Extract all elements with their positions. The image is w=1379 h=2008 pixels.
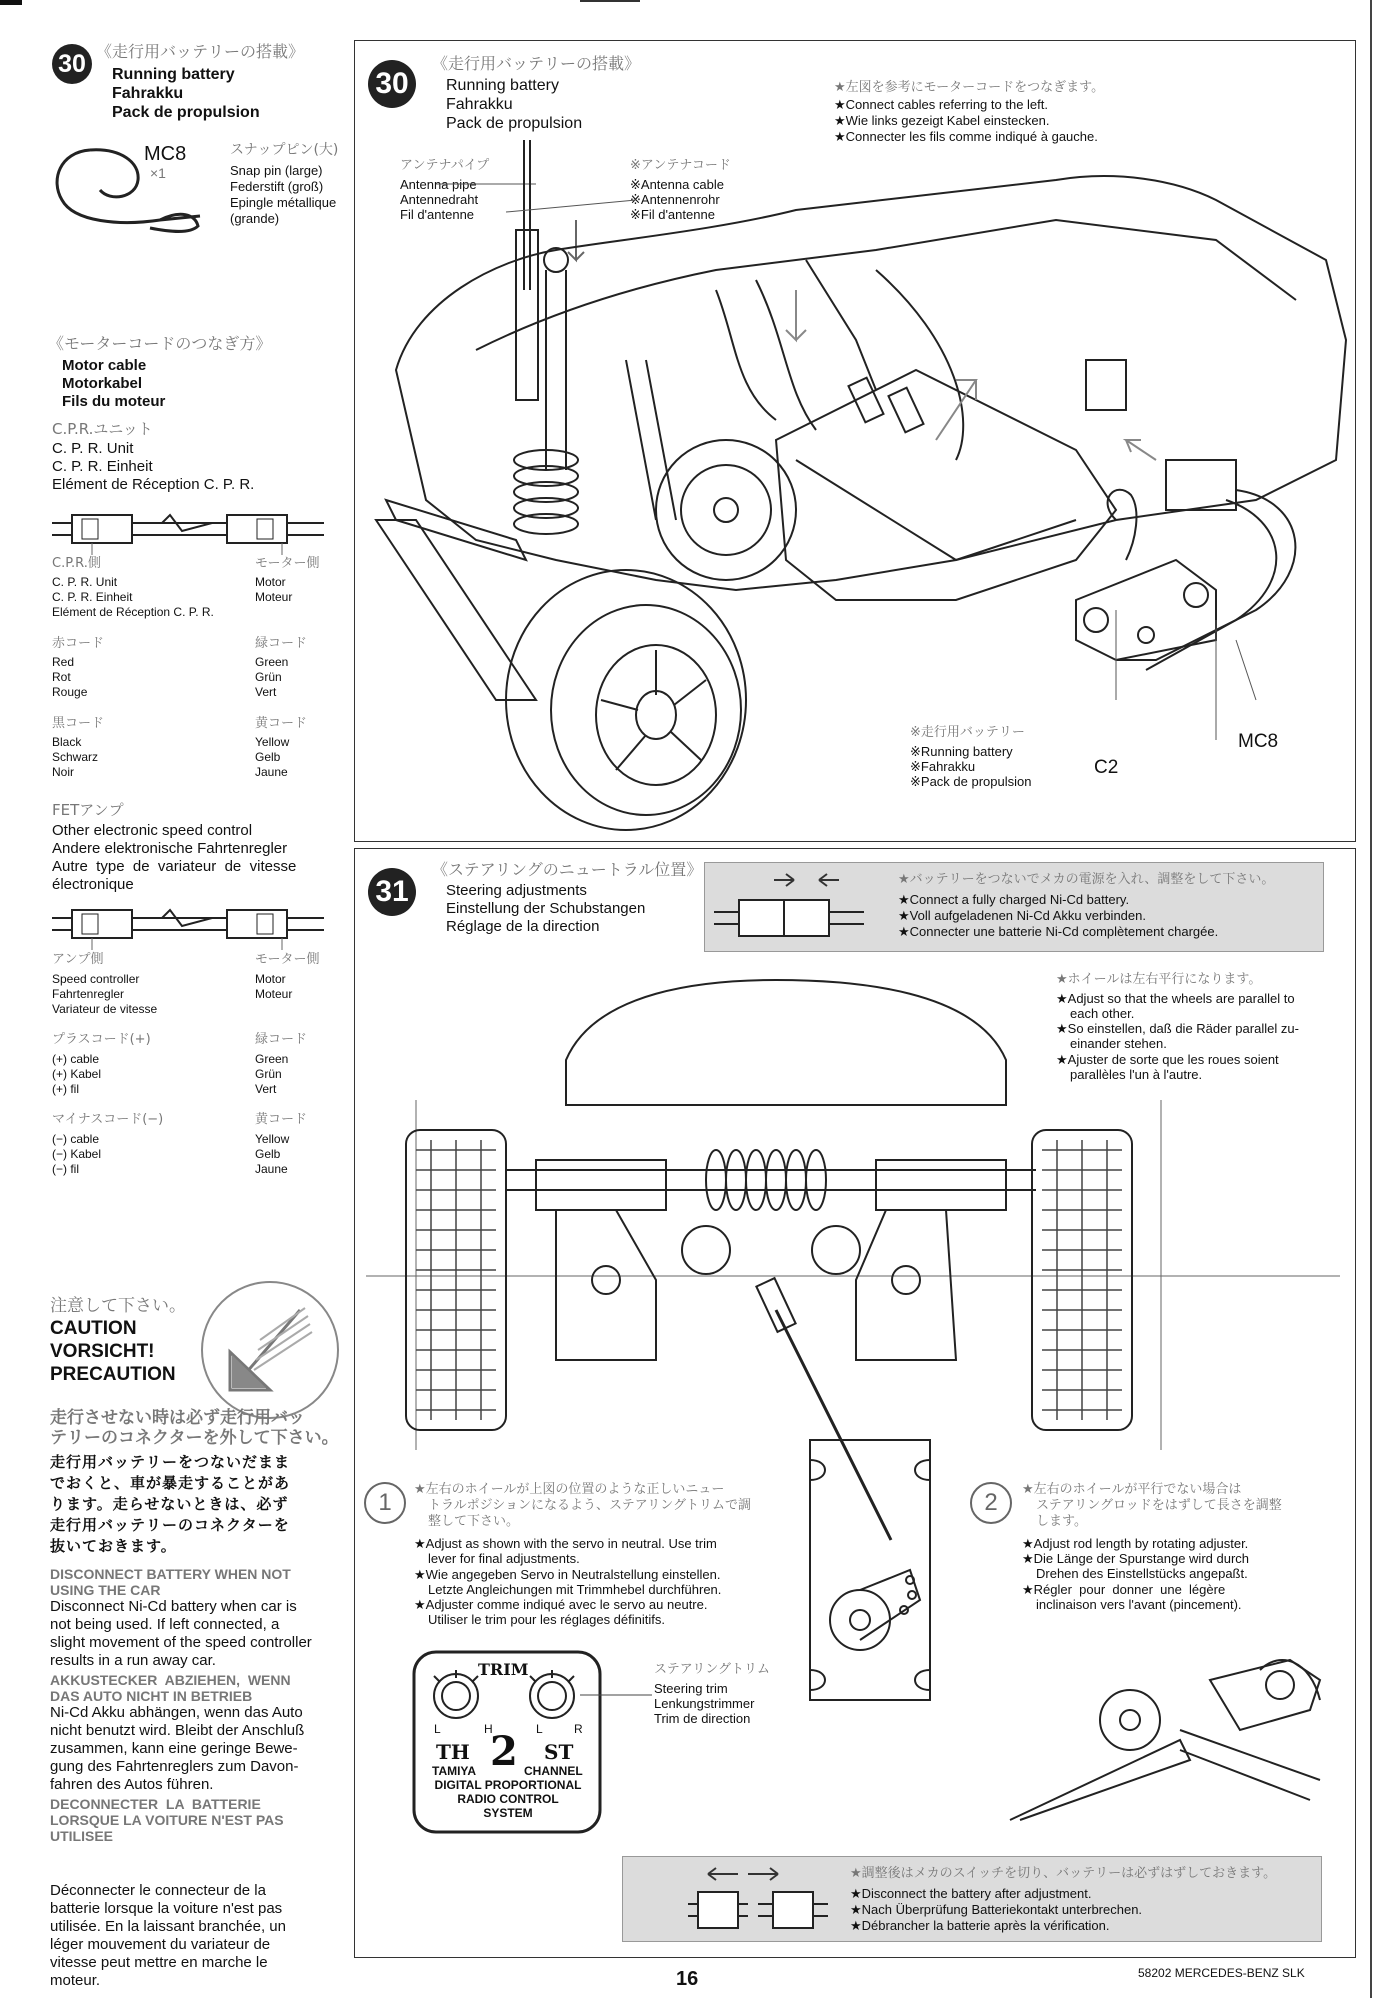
step30-note-de: ★Wie links gezeigt Kabel einstecken. xyxy=(834,113,1050,128)
mc8-jp: スナップピン(大) xyxy=(230,142,339,158)
cpr-unit-en: C. P. R. Unit xyxy=(52,440,134,457)
amp-left-names: Speed controller Fahrtenregler Variateur de vitesse xyxy=(52,972,158,1016)
disconnect-box-fr: ★Débrancher la batterie après la vérification. xyxy=(850,1918,1110,1933)
wheel-note-jp: ★ホイールは左右平行になります。 xyxy=(1056,972,1262,987)
amp-green-names: Green Grün Vert xyxy=(255,1052,289,1096)
step30-side-jp-title: 《走行用バッテリーの搭載》 xyxy=(96,42,305,61)
chassis-battery-drawing xyxy=(356,140,1352,840)
corner-mark xyxy=(0,0,22,5)
step1-fr1: ★Adjuster comme indiqué avec le servo au neutre. xyxy=(414,1597,708,1612)
caution-fr: PRECAUTION xyxy=(50,1364,176,1385)
antenna-pipe-en: Antenna pipe xyxy=(400,177,477,192)
step30-side-de: Fahrakku xyxy=(112,85,184,102)
mc8-en: Snap pin (large) xyxy=(230,163,323,178)
minus-cord-jp: マイナスコード(−) xyxy=(52,1112,164,1127)
model-name: 58202 MERCEDES-BENZ SLK xyxy=(1138,1966,1305,1980)
cpr-right-en: Motor xyxy=(255,575,286,589)
motor-cable-jp: 《モーターコードのつなぎ方》 xyxy=(48,334,272,353)
cpr-unit-fr: Elément de Réception C. P. R. xyxy=(52,476,255,493)
motor-cable-de: Motorkabel xyxy=(62,375,143,392)
caution-jp-body: 走行用バッテリーをつないだまま でおくと、車が暴走することがあ ります。走らせないときは、必ず 走行用バッテリーのコネクターを 抜いておきます。 xyxy=(50,1454,291,1555)
cpr-unit-jp: C.P.R.ユニット xyxy=(52,420,153,438)
battery-label-en: ※Running battery xyxy=(910,744,1013,759)
antenna-cord-en: ※Antenna cable xyxy=(630,177,725,192)
antenna-cord-jp: ※アンテナコード xyxy=(630,158,731,173)
radio-2: 2 xyxy=(490,1728,518,1775)
red-cord-jp: 赤コード xyxy=(52,636,105,651)
servo-drawing xyxy=(800,1440,940,1700)
mc8-fr: Epingle métallique xyxy=(230,195,337,210)
step1-fr2: Utiliser le trim pour les réglages définitifs. xyxy=(428,1612,665,1627)
wheel-note-de2: einander stehen. xyxy=(1070,1036,1167,1051)
step2-fr2: inclinaison vers l'avant (pincement). xyxy=(1036,1597,1242,1612)
radio-l2: L xyxy=(536,1722,543,1736)
black-cord-jp: 黒コード xyxy=(52,716,105,731)
right-edge-line xyxy=(1370,0,1372,1998)
step1-de1: ★Wie angegeben Servo in Neutralstellung einstellen. xyxy=(414,1567,721,1582)
step1-jp1: ★左右のホイールが上図の位置のような正しいニュー xyxy=(414,1482,725,1497)
cpr-left-jp: C.P.R.側 xyxy=(52,556,101,571)
wheel-note-en2: each other. xyxy=(1070,1006,1135,1021)
wheel-note-fr2: parallèles l'un à l'autre. xyxy=(1070,1067,1203,1082)
radio-line2: DIGITAL PROPORTIONAL xyxy=(434,1778,582,1792)
amp-connector-drawing xyxy=(52,900,324,950)
part-mc8-label: MC8 xyxy=(1238,731,1279,752)
radio-channel: CHANNEL xyxy=(524,1764,583,1778)
step2-fr1: ★Régler pour donner une légère xyxy=(1022,1582,1226,1597)
mc8-code: MC8 xyxy=(144,143,187,165)
step1-jp2: トラルポジションになるよう、ステアリングトリムで調 xyxy=(428,1498,751,1513)
caution-en-head2: USING THE CAR xyxy=(50,1582,161,1598)
battery-box-en: ★Connect a fully charged Ni-Cd battery. xyxy=(898,892,1130,907)
caution-jp-head2: テリーのコネクターを外して下さい。 xyxy=(50,1428,339,1447)
plus-cord-jp: プラスコード(+) xyxy=(52,1032,151,1047)
amp-left-jp: アンプ側 xyxy=(52,952,104,967)
amp-yellow-jp: 黄コード xyxy=(255,1112,308,1127)
radio-trim-label: TRIM xyxy=(478,1660,529,1679)
plus-cord-names: (+) cable (+) Kabel (+) fil xyxy=(52,1052,102,1096)
cpr-right-fr: Moteur xyxy=(255,590,293,604)
step2-de2: Drehen des Einstellstücks angepaßt. xyxy=(1036,1566,1248,1581)
connector-pull-icon xyxy=(688,1862,838,1934)
step31-jp-title: 《ステアリングのニュートラル位置》 xyxy=(432,860,703,879)
battery-label-jp: ※走行用バッテリー xyxy=(910,725,1025,740)
radio-h: H xyxy=(484,1722,493,1736)
caution-fr-head3: UTILISEE xyxy=(50,1828,114,1844)
step-30-badge-small: 30 xyxy=(52,44,92,84)
top-edge-mark xyxy=(580,0,640,2)
black-cord-names: Black Schwarz Noir xyxy=(52,735,99,779)
step31-fr: Réglage de la direction xyxy=(446,918,600,935)
mc8-qty: ×1 xyxy=(150,165,166,181)
step2-jp3: します。 xyxy=(1036,1514,1087,1529)
radio-line4: SYSTEM xyxy=(483,1806,533,1820)
cpr-left-de: C. P. R. Einheit xyxy=(52,590,133,604)
caution-de-head1: AKKUSTECKER ABZIEHEN, WENN xyxy=(50,1672,291,1688)
disconnect-box-jp: ★調整後はメカのスイッチを切り、バッテリーは必ずはずしておきます。 xyxy=(850,1866,1277,1881)
step30-fr: Pack de propulsion xyxy=(446,115,583,132)
step30-en: Running battery xyxy=(446,77,559,94)
caution-jp-head1: 走行させない時は必ず走行用バッ xyxy=(50,1408,305,1427)
radio-r: R xyxy=(574,1722,583,1736)
steering-trim-jp: ステアリングトリム xyxy=(654,1662,770,1677)
radio-line3: RADIO CONTROL xyxy=(457,1792,559,1806)
antenna-cord-fr: ※Fil d'antenne xyxy=(630,207,715,222)
caution-en: CAUTION xyxy=(50,1318,137,1339)
yellow-cord-jp: 黄コード xyxy=(255,716,308,731)
battery-label-fr: ※Pack de propulsion xyxy=(910,774,1032,789)
yellow-cord-names: Yellow Gelb Jaune xyxy=(255,735,290,779)
step30-side-fr: Pack de propulsion xyxy=(112,104,260,121)
antenna-pipe-jp: アンテナパイプ xyxy=(400,158,490,173)
caution-fr-head2: LORSQUE LA VOITURE N'EST PAS xyxy=(50,1812,284,1828)
step30-note-fr: ★Connecter les fils comme indiqué à gauche. xyxy=(834,129,1098,144)
motor-cable-en: Motor cable xyxy=(62,357,147,374)
battery-label-de: ※Fahrakku xyxy=(910,759,976,774)
antenna-cord-de: ※Antennenrohr xyxy=(630,192,720,207)
radio-l1: L xyxy=(434,1722,441,1736)
mc8-de: Federstift (groß) xyxy=(230,179,324,194)
cpr-left-fr: Elément de Réception C. P. R. xyxy=(52,605,214,619)
cpr-left-en: C. P. R. Unit xyxy=(52,575,118,589)
caution-fr-body: Déconnecter le connecteur de la batterie lorsque la voiture n'est pas utilisée. En la laissant branchée, un léger mouvement du variateur de vitesse peut mettre en marche le moteur. xyxy=(50,1882,286,1989)
minus-cord-names: (−) cable (−) Kabel (−) fil xyxy=(52,1132,102,1176)
disconnect-box-de: ★Nach Überprüfung Batteriekontakt unterbrechen. xyxy=(850,1902,1143,1917)
amp-green-jp: 緑コード xyxy=(255,1032,308,1047)
step2-jp1: ★左右のホイールが平行でない場合は xyxy=(1022,1482,1242,1497)
radio-st: ST xyxy=(544,1740,574,1764)
radio-th: TH xyxy=(436,1740,470,1764)
fet-amp-fr1: Autre type de variateur de vitesse xyxy=(52,858,297,875)
steering-trim-de: Lenkungstrimmer xyxy=(654,1696,755,1711)
green-cord-names: Green Grün Vert xyxy=(255,655,289,699)
motor-cable-fr: Fils du moteur xyxy=(62,393,166,410)
red-cord-names: Red Rot Rouge xyxy=(52,655,88,699)
caution-de-body: Ni-Cd Akku abhängen, wenn das Auto nicht benutzt wird. Bleibt der Anschluß zusammen, kann eine geringe Bewe- gung des Fahrtenreglers zum Davon- fahren des Autos führen. xyxy=(50,1704,305,1793)
fet-amp-jp: FETアンプ xyxy=(52,801,124,819)
caution-de-head2: DAS AUTO NICHT IN BETRIEB xyxy=(50,1688,253,1704)
green-cord-jp: 緑コード xyxy=(255,636,308,651)
page-number: 16 xyxy=(676,1968,699,1990)
battery-box-jp: ★バッテリーをつないでメカの電源を入れ、調整をして下さい。 xyxy=(898,872,1275,887)
caution-de: VORSICHT! xyxy=(50,1341,155,1362)
front-steering-drawing xyxy=(356,980,1350,1480)
step31-en: Steering adjustments xyxy=(446,882,587,899)
step-30-badge: 30 xyxy=(368,60,416,108)
caution-en-body: Disconnect Ni-Cd battery when car is not being used. If left connected, a slight movement of the speed controller results in a run away car. xyxy=(50,1598,312,1669)
cpr-connector-drawing xyxy=(52,505,324,555)
fet-amp-fr2: électronique xyxy=(52,876,134,893)
disconnect-box-en: ★Disconnect the battery after adjustment. xyxy=(850,1886,1092,1901)
battery-box-fr: ★Connecter une batterie Ni-Cd complètement chargée. xyxy=(898,924,1219,939)
step31-de: Einstellung der Schubstangen xyxy=(446,900,646,917)
connector-push-icon xyxy=(714,870,864,942)
part-c2-label: C2 xyxy=(1094,757,1119,778)
caution-en-head1: DISCONNECT BATTERY WHEN NOT xyxy=(50,1566,291,1582)
caution-arrow-icon xyxy=(200,1280,340,1420)
step2-de1: ★Die Länge der Spurstange wird durch xyxy=(1022,1551,1250,1566)
caution-fr-head1: DECONNECTER LA BATTERIE xyxy=(50,1796,261,1812)
battery-box-de: ★Voll aufgeladenen Ni-Cd Akku verbinden. xyxy=(898,908,1146,923)
step30-jp-title: 《走行用バッテリーの搭載》 xyxy=(432,54,641,73)
wheel-note-fr1: ★Ajuster de sorte que les roues soient xyxy=(1056,1052,1279,1067)
fet-amp-en: Other electronic speed control xyxy=(52,822,253,839)
step-1-badge: 1 xyxy=(364,1482,406,1524)
caution-jp: 注意して下さい。 xyxy=(50,1296,186,1316)
antenna-pipe-de: Antennedraht xyxy=(400,192,479,207)
step30-note-en: ★Connect cables referring to the left. xyxy=(834,97,1048,112)
step2-jp2: ステアリングロッドをはずして長さを調整 xyxy=(1036,1498,1282,1513)
step1-de2: Letzte Angleichungen mit Trimmhebel durchführen. xyxy=(428,1582,722,1597)
step1-en1: ★Adjust as shown with the servo in neutral. Use trim xyxy=(414,1536,717,1551)
fet-amp-de: Andere elektronische Fahrtenregler xyxy=(52,840,288,857)
rod-adjuster-drawing xyxy=(980,1640,1350,1820)
radio-tamiya: TAMIYA xyxy=(432,1764,477,1778)
step2-en: ★Adjust rod length by rotating adjuster. xyxy=(1022,1536,1249,1551)
mc8-fr2: (grande) xyxy=(230,211,280,226)
antenna-pipe-fr: Fil d'antenne xyxy=(400,207,475,222)
step-31-badge: 31 xyxy=(368,868,416,916)
wheel-note-de1: ★So einstellen, daß die Räder parallel zu- xyxy=(1056,1021,1299,1036)
trim-leader-line xyxy=(580,1690,654,1700)
steering-trim-fr: Trim de direction xyxy=(654,1711,751,1726)
cpr-right-jp: モーター側 xyxy=(255,556,320,571)
amp-yellow-names: Yellow Gelb Jaune xyxy=(255,1132,290,1176)
amp-right-jp: モーター側 xyxy=(255,952,320,967)
step30-note-jp: ★左図を参考にモーターコードをつなぎます。 xyxy=(834,80,1105,95)
amp-right-names: Motor Moteur xyxy=(255,972,293,1001)
step30-de: Fahrakku xyxy=(446,96,513,113)
step1-en2: lever for final adjustments. xyxy=(428,1551,580,1566)
cpr-unit-de: C. P. R. Einheit xyxy=(52,458,153,475)
step1-jp3: 整して下さい。 xyxy=(428,1514,520,1529)
wheel-note-en1: ★Adjust so that the wheels are parallel to xyxy=(1056,991,1295,1006)
step30-side-en: Running battery xyxy=(112,66,235,83)
steering-trim-en: Steering trim xyxy=(654,1681,728,1696)
step-2-badge: 2 xyxy=(970,1482,1012,1524)
